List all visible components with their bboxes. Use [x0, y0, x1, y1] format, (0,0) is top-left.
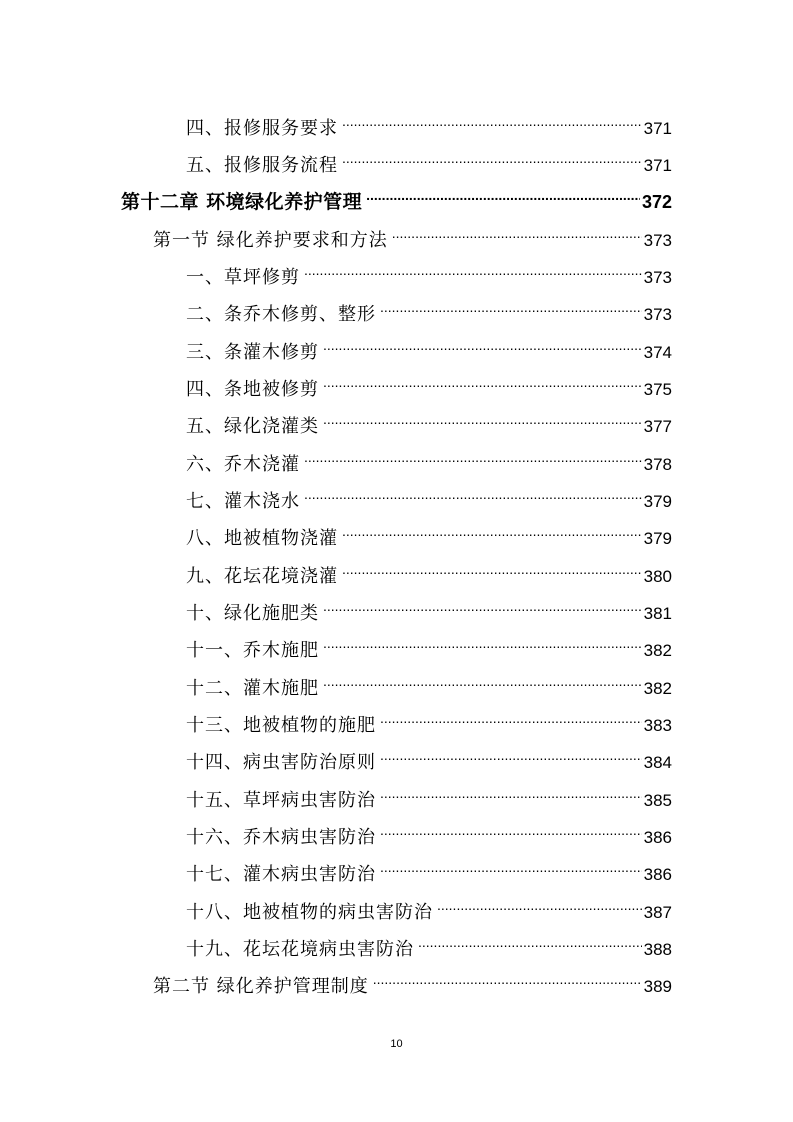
- dot-leader: [366, 178, 640, 208]
- dot-leader: [342, 552, 642, 582]
- toc-entry-label: 一、草坪修剪: [186, 267, 300, 288]
- toc-entry-page: 375: [643, 380, 672, 399]
- toc-entry-label: 十五、草坪病虫害防治: [186, 790, 376, 811]
- dot-leader: [323, 589, 642, 619]
- toc-entry-label: 三、条灌木修剪: [186, 342, 319, 363]
- toc-entry-label: 二、条乔木修剪、整形: [186, 304, 376, 325]
- toc-entry-page: 373: [643, 305, 672, 324]
- toc-entry-label: 十八、地被植物的病虫害防治: [186, 902, 433, 923]
- dot-leader: [323, 328, 642, 358]
- toc-entry[interactable]: [186, 776, 672, 811]
- toc-entry-page: 379: [643, 492, 672, 511]
- dot-leader: [323, 626, 642, 656]
- toc-entry-label: 五、报修服务流程: [186, 155, 338, 176]
- toc-entry-label: 七、灌木浇水: [186, 491, 300, 512]
- toc-entry-page: 373: [643, 231, 672, 250]
- dot-leader: [380, 290, 642, 320]
- toc-entry[interactable]: [186, 888, 672, 923]
- toc-entry[interactable]: [186, 813, 672, 848]
- toc-entry[interactable]: [186, 850, 672, 885]
- toc-entry[interactable]: [186, 701, 672, 736]
- toc-entry-label: 十六、乔木病虫害防治: [186, 827, 376, 848]
- toc-chapter-entry[interactable]: [121, 178, 672, 213]
- toc-entry-page: 382: [643, 641, 672, 660]
- toc-section-entry[interactable]: [153, 962, 672, 997]
- toc-entry-label: 第十二章 环境绿化养护管理: [121, 191, 363, 213]
- toc-entry-page: 377: [643, 417, 672, 436]
- toc-entry-label: 十一、乔木施肥: [186, 640, 319, 661]
- toc-entry-page: 386: [643, 828, 672, 847]
- dot-leader: [323, 402, 642, 432]
- toc-entry-page: 371: [643, 156, 672, 175]
- toc-entry-label: 十七、灌木病虫害防治: [186, 864, 376, 885]
- toc-entry-page: 389: [643, 977, 672, 996]
- toc-entry-page: 383: [643, 716, 672, 735]
- toc-entry[interactable]: [186, 664, 672, 699]
- toc-section-entry[interactable]: [153, 216, 672, 251]
- toc-entry[interactable]: [186, 328, 672, 363]
- toc-entry-label: 四、条地被修剪: [186, 379, 319, 400]
- dot-leader: [323, 365, 642, 395]
- toc-entry[interactable]: [186, 514, 672, 549]
- toc-entry[interactable]: [186, 440, 672, 475]
- toc-entry-label: 十九、花坛花境病虫害防治: [186, 939, 414, 960]
- page-number: 10: [390, 1038, 403, 1050]
- toc-entry-label: 六、乔木浇灌: [186, 454, 300, 475]
- toc-entry-page: 385: [643, 791, 672, 810]
- toc-entry[interactable]: [186, 738, 672, 773]
- dot-leader: [380, 813, 642, 843]
- toc-entry-label: 十二、灌木施肥: [186, 678, 319, 699]
- toc-entry[interactable]: [186, 552, 672, 587]
- dot-leader: [323, 664, 642, 694]
- toc-entry[interactable]: [186, 253, 672, 288]
- dot-leader: [304, 477, 642, 507]
- dot-leader: [373, 962, 642, 992]
- toc-entry-page: 374: [643, 343, 672, 362]
- dot-leader: [380, 738, 642, 768]
- toc-entry-page: 384: [643, 753, 672, 772]
- toc-entry-page: 382: [643, 679, 672, 698]
- toc-entry[interactable]: [186, 365, 672, 400]
- toc-entry-page: 386: [643, 865, 672, 884]
- toc-entry[interactable]: [186, 925, 672, 960]
- toc-entry-page: 371: [643, 119, 672, 138]
- toc-entry-label: 第一节 绿化养护要求和方法: [153, 230, 388, 251]
- toc-entry-page: 372: [641, 192, 672, 212]
- toc-entry-page: 378: [643, 455, 672, 474]
- dot-leader: [380, 776, 642, 806]
- toc-entry-label: 五、绿化浇灌类: [186, 416, 319, 437]
- toc-entry-page: 380: [643, 567, 672, 586]
- toc-entry-page: 387: [643, 903, 672, 922]
- toc-entry-label: 十、绿化施肥类: [186, 603, 319, 624]
- toc-entry[interactable]: [186, 402, 672, 437]
- dot-leader: [418, 925, 642, 955]
- toc-entry-page: 388: [643, 940, 672, 959]
- dot-leader: [304, 440, 642, 470]
- toc-entry-label: 十四、病虫害防治原则: [186, 752, 376, 773]
- dot-leader: [380, 701, 642, 731]
- dot-leader: [342, 514, 642, 544]
- toc-entry-label: 八、地被植物浇灌: [186, 528, 338, 549]
- dot-leader: [342, 141, 642, 171]
- toc-entry-page: 381: [643, 604, 672, 623]
- toc-entry[interactable]: [186, 104, 672, 139]
- toc-entry-label: 九、花坛花境浇灌: [186, 566, 338, 587]
- toc-entry[interactable]: [186, 477, 672, 512]
- toc-entry[interactable]: [186, 626, 672, 661]
- dot-leader: [304, 253, 642, 283]
- dot-leader: [380, 850, 642, 880]
- toc-entry-label: 十三、地被植物的施肥: [186, 715, 376, 736]
- toc-entry[interactable]: [186, 290, 672, 325]
- toc-entry-label: 第二节 绿化养护管理制度: [153, 976, 369, 997]
- toc-entry-page: 379: [643, 529, 672, 548]
- toc-entry[interactable]: [186, 141, 672, 176]
- toc-entry-page: 373: [643, 268, 672, 287]
- dot-leader: [392, 216, 642, 246]
- dot-leader: [437, 888, 642, 918]
- toc-entry-label: 四、报修服务要求: [186, 118, 338, 139]
- dot-leader: [342, 104, 642, 134]
- toc-entry[interactable]: [186, 589, 672, 624]
